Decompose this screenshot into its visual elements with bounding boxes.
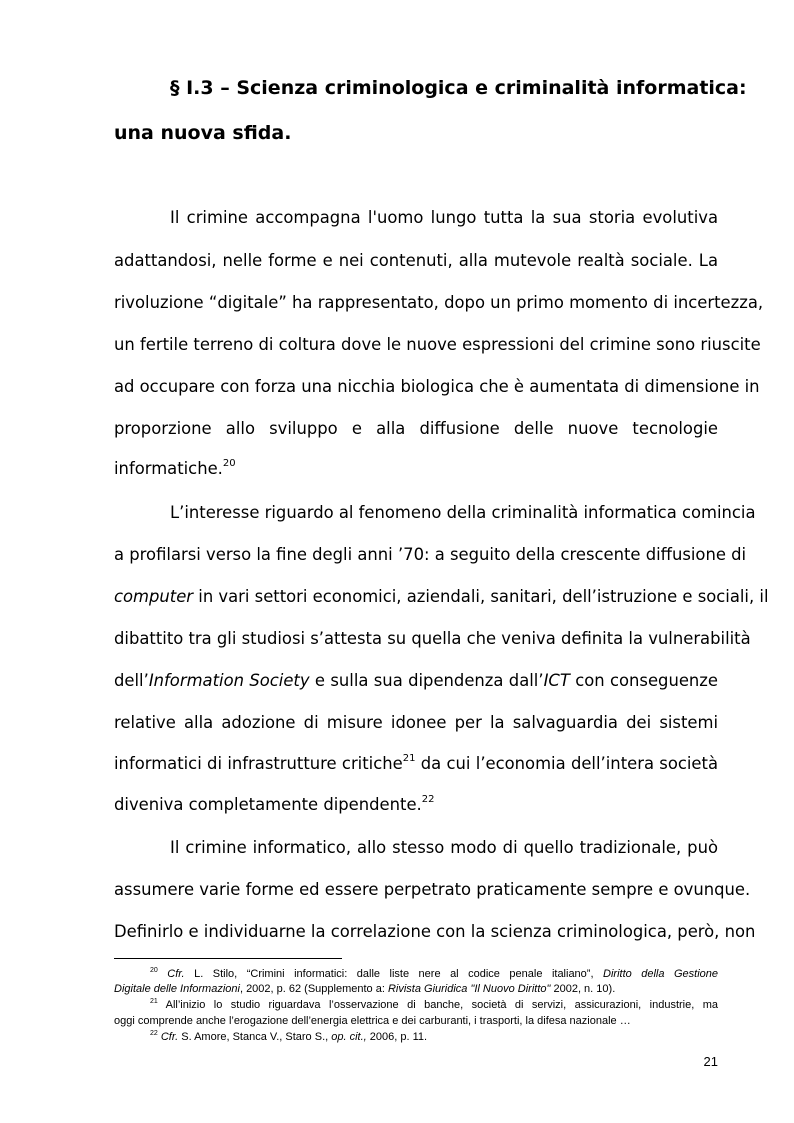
paragraph-2-line [114, 587, 769, 607]
footnote-20 [150, 967, 718, 981]
paragraph-2-text: e sulla sua dipendenza dall’ [309, 671, 544, 690]
paragraph-2-text: con conseguenze [569, 671, 718, 690]
paragraph-2-text: informatici di infrastrutture critiche [114, 754, 403, 773]
italic-term: Information Society [148, 671, 310, 690]
footnote-italic: Diritto della Gestione [603, 968, 718, 980]
paragraph-1-text: informatiche. [114, 459, 223, 478]
footnote-italic: Rivista Giuridica "Il Nuovo Diritto" [387, 983, 551, 995]
paragraph-3-line: Il crimine informatico, allo stesso modo di quello tradizionale, può [170, 838, 718, 857]
footnote-text: 2002, n. 10). [550, 983, 616, 995]
footnote-number: 21 [150, 998, 158, 1005]
paragraph-2-text: da cui l’economia dell’intera società [415, 754, 718, 773]
heading-line-2: una nuova sfida. [114, 122, 292, 144]
footnote-cfr: Cfr. [167, 968, 185, 980]
italic-term: ICT [543, 671, 570, 690]
paragraph-1-line: ad occupare con forza una nicchia biologica che è aumentata di dimensione in [114, 377, 760, 396]
paragraph-2-text: dell’ [114, 671, 149, 690]
paragraph-1-line: Il crimine accompagna l'uomo lungo tutta la sua storia evolutiva [170, 208, 718, 227]
footnote-italic: op. cit., [331, 1031, 367, 1043]
paragraph-1-line: rivoluzione “digitale” ha rappresentato, dopo un primo momento di incertezza, [114, 293, 764, 312]
paragraph-3-line: Definirlo e individuarne la correlazione con la scienza criminologica, però, non [114, 922, 756, 941]
paragraph-1-last-line [114, 459, 718, 479]
paragraph-2-text: diveniva completamente dipendente. [114, 795, 422, 814]
footnote-text: , 2002, p. 62 (Supplemento a: [239, 983, 388, 995]
paragraph-2-line [114, 754, 718, 774]
paragraph-1-line: un fertile terreno di coltura dove le nuove espressioni del crimine sono riuscite [114, 335, 761, 354]
footnote-text: S. Amore, Stanca V., Staro S., [178, 1031, 332, 1043]
footnote-italic: Digitale delle Informazioni [114, 983, 240, 995]
footnote-cfr: Cfr. [160, 1031, 179, 1043]
footnote-separator [114, 958, 342, 959]
page-number: 21 [703, 1054, 718, 1069]
footnote-21 [150, 998, 718, 1012]
footnote-ref-20[interactable]: 20 [222, 458, 236, 469]
paragraph-2-text: in vari settori economici, aziendali, sanitari, dell’istruzione e sociali, il [193, 587, 769, 606]
footnote-text: L. Stilo, “Crimini informatici: dalle liste nere al codice penale italiano”, [184, 968, 604, 980]
footnote-number: 22 [150, 1030, 158, 1037]
paragraph-2-line [114, 671, 718, 691]
footnote-text: 2006, p. 11. [366, 1031, 428, 1043]
footnote-22 [150, 1030, 718, 1044]
footnote-number: 20 [150, 967, 158, 974]
footnote-ref-21[interactable]: 21 [402, 753, 416, 764]
paragraph-1-line: adattandosi, nelle forme e nei contenuti, alla mutevole realtà sociale. La [114, 251, 718, 270]
paragraph-2-line: L’interesse riguardo al fenomeno della criminalità informatica comincia [170, 503, 756, 522]
paragraph-1-line: proporzione allo sviluppo e alla diffusione delle nuove tecnologie [114, 419, 718, 438]
paragraph-2-last-line [114, 795, 718, 815]
paragraph-2-line: a profilarsi verso la fine degli anni ’70: a seguito della crescente diffusione di [114, 545, 747, 564]
footnote-20-cont [114, 982, 718, 996]
footnote-text: All’inizio lo studio riguardava l’osservazione di banche, società di servizi, assicurazioni, industrie, ma [157, 999, 718, 1011]
paragraph-2-line: dibattito tra gli studiosi s’attesta su quella che veniva definita la vulnerabilità [114, 629, 751, 648]
footnote-21-cont: oggi comprende anche l’erogazione dell’energia elettrica e dei carburanti, i trasporti, la difesa nazionale … [114, 1015, 631, 1027]
paragraph-2-line: relative alla adozione di misure idonee per la salvaguardia dei sistemi [114, 713, 718, 732]
italic-term: computer [114, 587, 194, 606]
heading-line-1: § I.3 – Scienza criminologica e criminalità informatica: [170, 77, 747, 99]
paragraph-3-line: assumere varie forme ed essere perpetrato praticamente sempre e ovunque. [114, 880, 751, 899]
footnote-ref-22[interactable]: 22 [421, 794, 435, 805]
